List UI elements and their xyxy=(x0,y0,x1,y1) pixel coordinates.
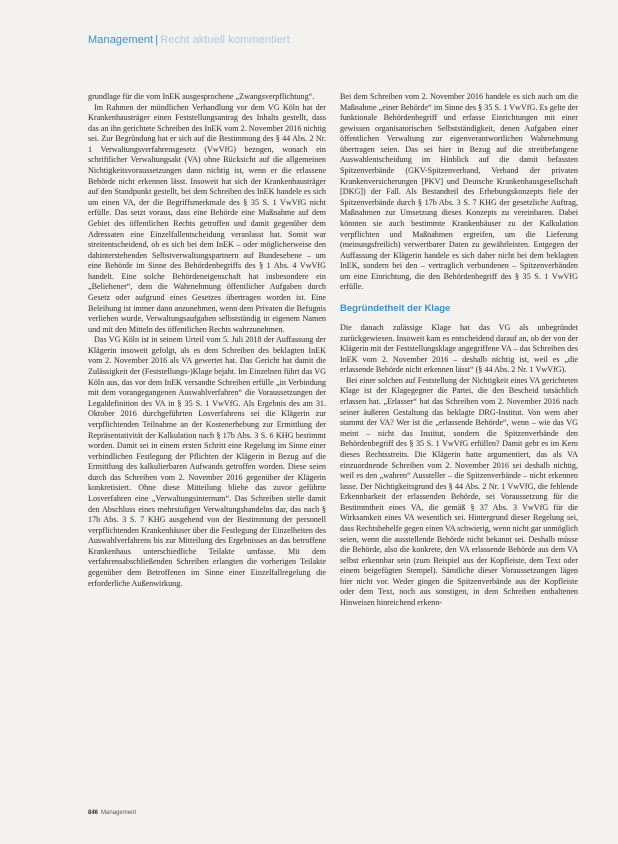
header-subsection: Recht aktuell kommentiert xyxy=(160,34,290,46)
paragraph: grundlage für die vom InEK ausgesprochene „Zwangsverpflichtung“. xyxy=(88,92,315,101)
paragraph: Bei einer solchen auf Feststellung der Nichtigkeit eines VA gerichteten Klage ist der Klagegegner die Partei, die den Bescheid tatsächlich erlassen hat. „Erlasser“ hat das Schreiben vom 2. November 2016 nach seiner äußeren Gestaltung das beklagte DRG-Institut. Von wem aber stammt der VA? Wer ist die „erlassende Behörde“, wenn – wie das VG meint – nicht das Institut, sondern die Spitzenverbände den Behördenbegriff des § 35 S. 1 VwVfG erfüllen? Damit geht es im Kern dieses Rechtsstreits. Die Klägerin hatte argumentiert, das als VA einzuordnende Schreiben vom 2. November 2016 sei deshalb nichtig, weil es den „wahren“ Aussteller – die Spitzenverbände – nicht erkennen lasse. Der Nichtigkeitsgrund des § 44 Abs. 2 Nr. 1 VwVfG, die fehlende Erkennbarkeit der erlassenden Behörde, sei Voraussetzung für die Bestimmtheit eines VA, die gemäß § 37 Abs. 3 VwVfG für die Wirksamkeit eines VA wesentlich sei. Hintergrund dieser Regelung sei, dass Rechtsbehelfe gegen einen VA schwierig, wenn nicht gar unmöglich seien, wenn die ausstellende Behörde nicht bekannt sei. Deshalb müsse die Behörde, also die konkrete, den VA erlassende Behörde aus dem VA selbst erkennbar sein (zum Beispiel aus der Kopfleiste, dem Text oder einem beigefügten Stempel). Sämtliche dieser Voraussetzungen lägen hier nicht vor. Weder gingen die Spitzenverbände aus der Kopfleiste oder dem Text, noch aus sonstigen, in dem Schreiben enthaltenen Hinweisen hinreichend erkenn- xyxy=(340,375,578,608)
left-column xyxy=(88,92,326,589)
page-footer xyxy=(88,810,136,816)
paragraph: Im Rahmen der mündlichen Verhandlung vor dem VG Köln hat der Krankenhausträger einen Feststellungsantrag des Inhalts gestellt, dass das an ihn gerichtete Schreiben des InEK vom 2. November 2016 nichtig sei. Zur Begründung hat er sich auf die Bestimmung des § 44 Abs. 2 Nr. 1 Verwaltungsverfahrensgesetz (VwVfG) bezogen, wonach ein schriftlicher Verwaltungsakt (VA) ohne Rücksicht auf die allgemeinen Nichtigkeitsvoraussetzungen dann nichtig ist, wenn er die erlassene Behörde nicht erkennen lässt. Insoweit hat sich der Krankenhausträger auf den Standpunkt gestellt, bei dem Schreiben des InEK handele es sich um einen VA, der die Begriffsmerkmale des § 35 S. 1 VwVfG nicht erfülle. Das setzt voraus, dass eine Behörde eine Maßnahme auf dem Gebiet des öffentlichen Rechts getroffen und damit gegenüber dem Adressaten eine Einzelfallentscheidung veranlasst hat. Somit war streitentscheidend, ob es sich bei dem InEK – oder möglicherweise den dahinterstehenden Selbstverwaltungspartnern auf Bundesebene – um eine Behörde im Sinne des Behördenbegriffs des § 1 Abs. 4 VwVfG handelt. Eine solche Behördeneigenschaft hat insbesondere ein „Beliehener“, dem die Wahrnehmung öffentlicher Aufgaben durch Gesetz oder aufgrund eines Gesetzes übertragen worden ist. Eine Beleihung ist immer dann anzunehmen, wenn dem Privaten die Befugnis verliehen wurde, Verwaltungsaufgaben selbstständig in eigenem Namen und mit den Mitteln des öffentlichen Rechts wahrzunehmen. xyxy=(88,102,326,334)
right-column xyxy=(340,92,578,609)
paragraph: Das VG Köln ist in seinem Urteil vom 5. Juli 2018 der Auffassung der Klägerin insoweit gefolgt, als es dem Schreiben des beklagten InEK vom 2. November 2016 als VA gewertet hat. Das Gericht hat damit die Zulässigkeit der (Feststellungs-)Klage bejaht. Im Einzelnen führt das VG Köln aus, das vor dem InEK versandte Schreiben erfülle „in Verbindung mit dem vorangegangenen Auswahlverfahren“ die Voraussetzungen der Legaldefinition des VA in § 35 S. 1 VwVfG. Als Ergebnis des am 31. Oktober 2016 durchgeführten Losverfahrens sei die Klägerin zur verpflichtenden Teilnahme an der Kostenerhebung zur Ermittlung der Repräsentativität der Kalkulation nach § 17b Abs. 3 S. 6 KHG bestimmt worden. Damit sei in einem ersten Schritt eine Regelung im Sinne einer verbindlichen Festlegung der Pflichten der Klägerin in Bezug auf die Ermittlung des kalkulierbaren Aufwands getroffen worden. Diese seien durch das Schreiben vom 2. November 2016 gegenüber der Klägerin konkretisiert. Ohne diese Mitteilung bliebe das zuvor geführte Losverfahren eine „Verwaltungsinternum“. Das Schreiben stelle damit den Abschluss eines mehrstufigen Verwaltungshandelns dar, das nach § 17b Abs. 3 S. 7 KHG ausgehend von der Bestimmung der personell verpflichtenden Krankenhäuser über die Festlegung der Einzelheiten des Auswahlverfahrens bis zur Mitteilung des Ergebnisses an das betroffene Krankenhaus unterschiedliche Teilakte umfasse. Mit dem verfahrensabschließenden Schreiben erlangten die vorherigen Teilakte gegenüber dem Betroffenen im Sinne einer Einzelfallregelung die erforderliche Außenwirkung. xyxy=(88,335,326,588)
page-number: 846 xyxy=(88,810,99,816)
footer-publication: Management xyxy=(101,810,137,816)
paragraph: Die danach zulässige Klage hat das VG als unbegründet zurückgewiesen. Insoweit kam es entscheidend darauf an, ob der von der Klägerin mit der Feststellungsklage angegriffene VA – das Schreiben des InEK vom 2. November 2016 – deshalb nichtig ist, weil es „die erlassende Behörde nicht erkennen lässt“ (§ 44 Abs. 2 Nr. 1 VwVfG). xyxy=(340,322,578,375)
paragraph: Bei dem Schreiben vom 2. November 2016 handele es sich auch um die Maßnahme „einer Behörde“ im Sinne des § 35 S. 1 VwVfG. Es gelte der funktionale Behördenbegriff und erfasse Einrichtungen mit einer gewissen organisatorischen Selbstständigkeit, denen Aufgaben einer öffentlichen Verwaltung zur eigenverantwortlichen Wahrnehmung übertragen seien. Das sei hier in Bezug auf die streitbefangene Auswahlentscheidung im Hinblick auf die damit befassten Spitzenverbände (GKV-Spitzenverband, Verband der privaten Krankenversicherungen [PKV] und Deutsche Krankenhausgesellschaft [DKG]) der Fall. Als Bestandteil des Erhebungskonzepts fiele der Spitzenverbände durch § 17b Abs. 3 S. 7 KHG der gesetzliche Auftrag, Maßnahmen zur Umsetzung dieses Konzepts zu vereinbaren. Dabei könnten sie auch bestimmte Krankenhäuser zu der Kalkulation verpflichten und Maßnahmen ergreifen, um die Lieferung (meinungsfreilich) verwertbarer Daten zu gewährleisten. Entgegen der Auffassung der Klägerin handele es sich daher nicht bei dem beklagten InEK, sondern bei den – vertraglich verbundenen – Spitzenverbänden um eine Einrichtung, die den Behördenbegriff des § 35 S. 1 VwVfG erfülle. xyxy=(340,92,578,292)
header-section: Management xyxy=(88,34,154,46)
running-header xyxy=(88,34,290,46)
section-heading: Begründetheit der Klage xyxy=(340,302,451,314)
header-separator: | xyxy=(155,34,159,46)
